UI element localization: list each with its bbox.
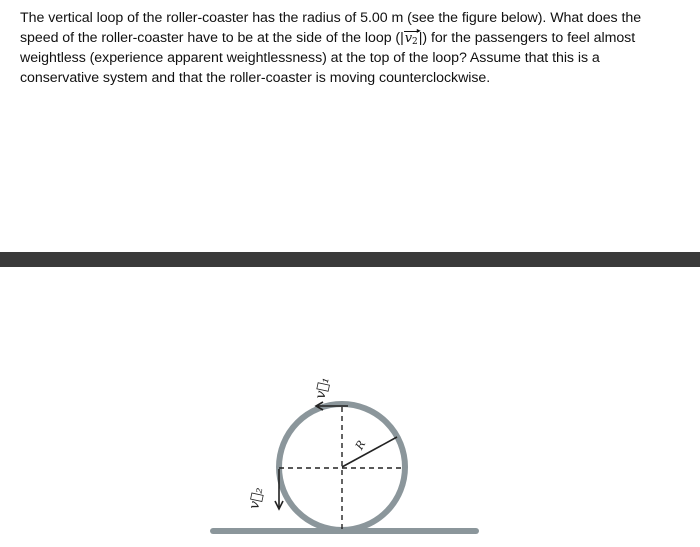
vector-v2-subscript: 2: [412, 37, 418, 47]
vector-v2: [404, 26, 421, 47]
section-divider: [0, 252, 700, 267]
vector-arrowhead-icon: ▸: [416, 26, 421, 35]
vector-magnitude-bar-right: |: [418, 30, 423, 46]
vector-magnitude-bar-left: |: [400, 30, 404, 46]
loop-diagram: [0, 267, 700, 547]
label-v1: v⃗₁: [312, 375, 333, 401]
label-radius: R: [352, 438, 369, 452]
question-text: [20, 8, 682, 88]
question-text-part2: ) for the passengers to feel almost weightless (experience apparent weightlessness) at the top of the loop? Assume that this is a conservative system and that the roller-coaster is moving counterclockwise.: [20, 30, 636, 86]
question-text-part1: The vertical loop of the roller-coaster has the radius of 5.00 m (see the figure below). What does the speed of the roller-coaster have to be at the side of the loop (: [20, 10, 642, 46]
loop-figure: [0, 267, 700, 547]
radius-line: [342, 437, 397, 467]
label-v2: v⃗₂: [246, 485, 267, 511]
vector-v2-symbol: v: [404, 31, 413, 46]
